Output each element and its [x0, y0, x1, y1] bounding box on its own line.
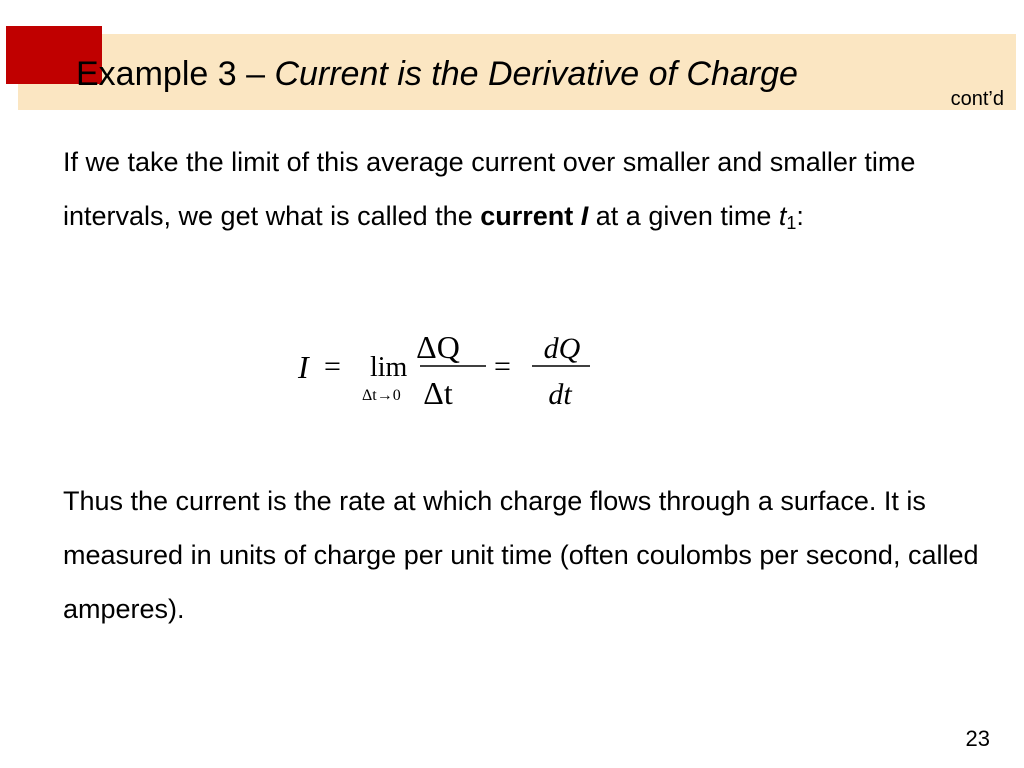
formula-eq1: = — [324, 350, 341, 383]
para1-bold-italic-var: I — [580, 201, 589, 231]
title-plain: Example 3 – — [76, 55, 275, 93]
formula-lim: lim — [370, 352, 408, 383]
derivative-formula — [290, 320, 610, 420]
paragraph-explanation: Thus the current is the rate at which charge flows through a surface. It is measured in units of charge per unit time (often coulombs per second, called amperes). — [63, 486, 979, 624]
formula-lim-sub: Δt→0 — [362, 387, 401, 404]
para1-italic-var: t — [778, 201, 787, 231]
continued-label: cont’d — [950, 88, 1004, 110]
page-number: 23 — [965, 726, 990, 751]
title-italic: Current is the Derivative of Charge — [274, 55, 798, 93]
para1-bold-word: current — [480, 201, 574, 231]
formula-num1: ΔQ — [416, 329, 460, 365]
formula-den1: Δt — [423, 375, 453, 411]
para1-text-b: at a given time — [588, 201, 779, 231]
slide-title — [76, 52, 798, 96]
formula-den2: dt — [548, 378, 572, 411]
formula-eq2: = — [494, 350, 511, 383]
para1-subscript: 1 — [786, 213, 797, 233]
para1-text-c: : — [796, 201, 804, 231]
paragraph-definition — [63, 135, 993, 243]
formula-num2: dQ — [543, 332, 581, 365]
para1-text-a: If we take the limit of this average current over smaller and smaller time intervals, we get what is called the — [63, 147, 916, 231]
formula-lhs: I — [298, 349, 309, 385]
